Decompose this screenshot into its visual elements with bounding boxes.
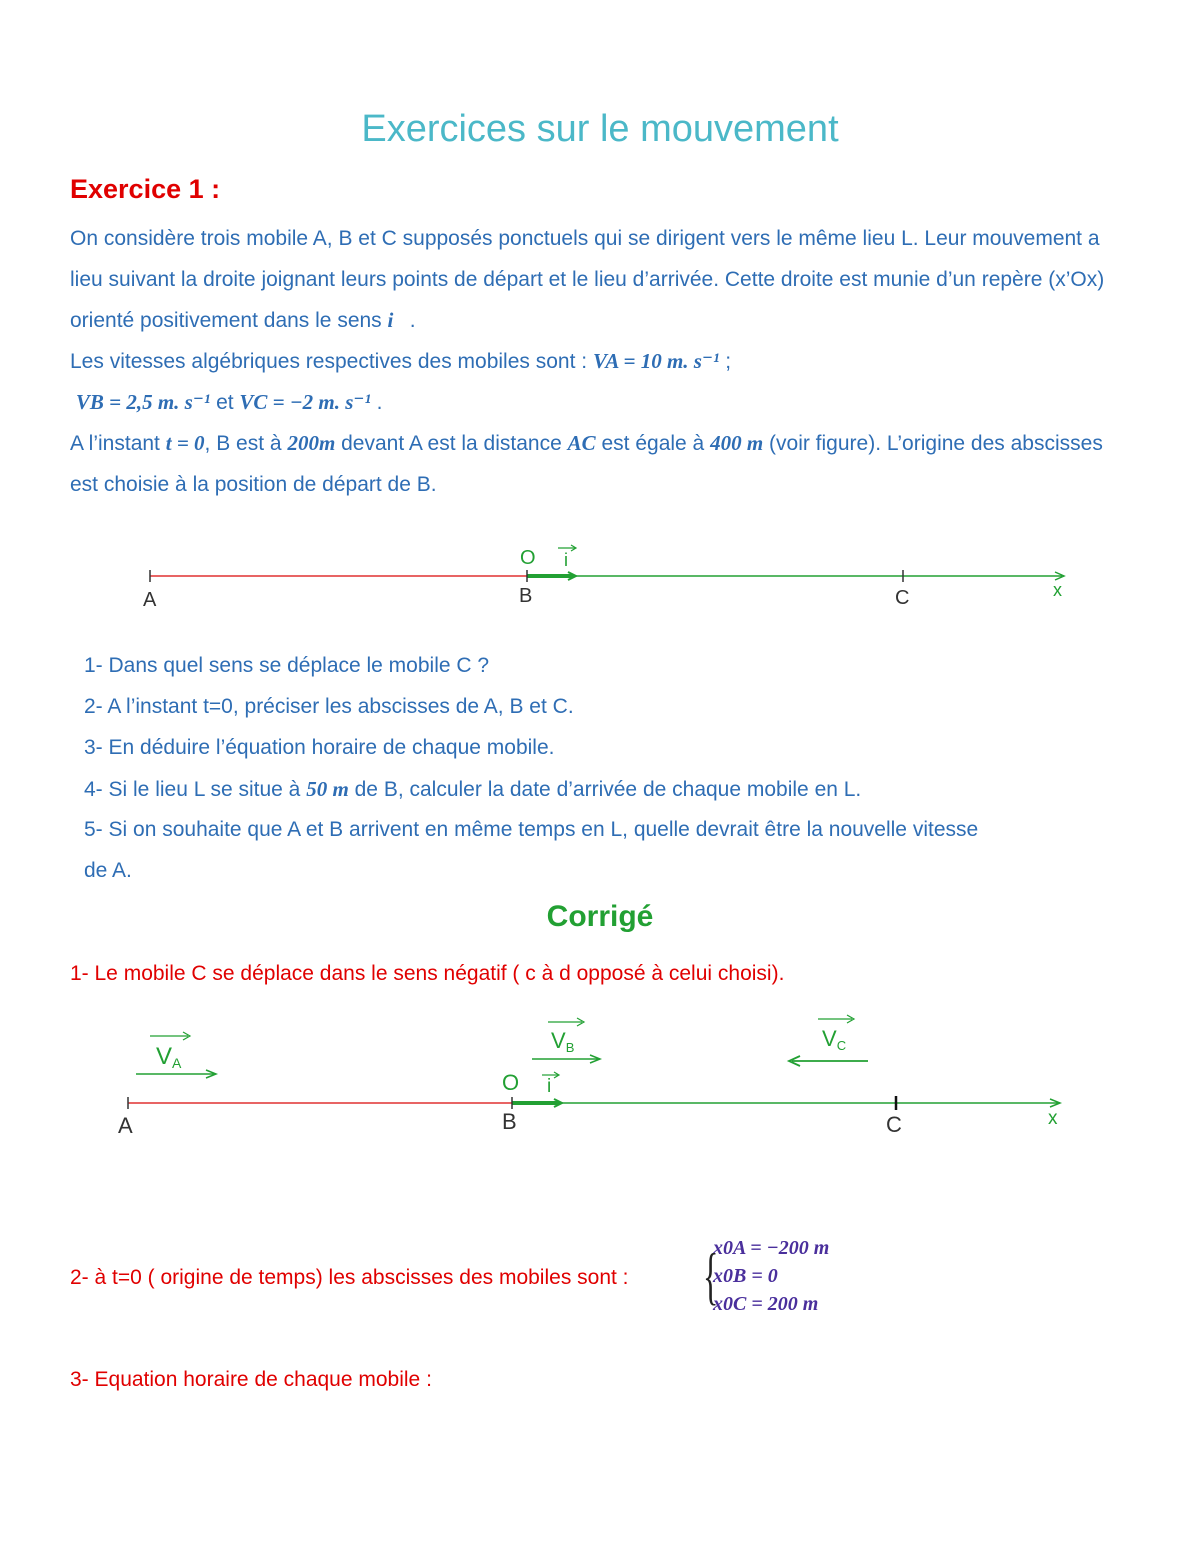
t-equation: t = 0	[165, 431, 205, 455]
label-i-2: i	[547, 1076, 552, 1097]
statement-p1: On considère trois mobile A, B et C supposés ponctuels qui se dirigent vers le même lieu L. Leur mouvement a lieu suivant la droite joignant leurs points de départ et le lieu d’arrivée. Cette droite est munie d’un repère (x’Ox) orienté positivement dans le sens	[70, 227, 1105, 332]
initial-abscissas-system	[703, 1234, 829, 1318]
label-b: B	[519, 585, 533, 607]
question-4-part-b: de B, calculer la date d’arrivée de chaque mobile en L.	[354, 778, 862, 801]
statement-p4e: (voir figure). L’origine des abscisses est choisie à la position de départ de B.	[70, 432, 1103, 496]
label-b-2: B	[502, 1109, 517, 1134]
figure-1-axis	[0, 530, 1200, 620]
label-va: VA	[156, 1043, 182, 1071]
label-x-2: x	[1048, 1108, 1058, 1129]
va-equation: VA = 10 m. s⁻¹	[592, 349, 720, 373]
unit-vector-i: i⃗	[387, 308, 410, 332]
label-c-2: C	[886, 1112, 902, 1137]
x0c-value: x0C = 200 m	[713, 1293, 819, 1315]
question-4-part-a: 4- Si le lieu L se situe à	[84, 778, 301, 801]
question-5-line-1: 5- Si on souhaite que A et B arrivent en même temps en L, quelle devrait être la nouvelle vitesse	[84, 818, 979, 841]
statement-p4b: , B est à	[204, 432, 282, 455]
statement-p4c: devant A est la distance	[341, 432, 562, 455]
statement-p4d: est égale à	[601, 432, 705, 455]
page-title: Exercices sur le mouvement	[361, 108, 839, 150]
label-o-2: O	[502, 1070, 520, 1095]
label-a: A	[143, 589, 157, 611]
statement-p3-end: .	[376, 391, 383, 414]
label-o: O	[520, 547, 536, 569]
answer-3: 3- Equation horaire de chaque mobile :	[70, 1368, 432, 1391]
brace-icon: {	[703, 1240, 719, 1311]
question-4	[84, 777, 861, 802]
question-5-line-2: de A.	[84, 859, 132, 882]
label-c: C	[895, 587, 910, 609]
exercise-heading: Exercice 1 :	[70, 174, 221, 204]
vc-equation: VC = −2 m. s⁻¹	[239, 390, 371, 414]
corrige-heading: Corrigé	[546, 900, 654, 933]
x0b-value: x0B = 0	[713, 1265, 778, 1287]
label-i: i	[564, 550, 568, 570]
distance-400m: 400 m	[710, 431, 764, 455]
label-x: x	[1053, 580, 1062, 600]
figure-2-axis	[0, 1010, 1200, 1140]
exercise-statement	[70, 218, 1130, 505]
vb-equation: VB = 2,5 m. s⁻¹	[75, 390, 211, 414]
label-a-2: A	[118, 1113, 133, 1138]
question-1: 1- Dans quel sens se déplace le mobile C ?	[84, 654, 490, 677]
statement-p3-and: et	[216, 391, 234, 414]
question-3: 3- En déduire l’équation horaire de chaque mobile.	[84, 736, 555, 759]
distance-200m: 200m	[287, 431, 336, 455]
statement-p2-sep: ;	[725, 350, 732, 373]
statement-p4a: A l’instant	[70, 432, 160, 455]
label-vc: VC	[822, 1026, 847, 1053]
statement-p1-end: .	[409, 309, 416, 332]
question-2: 2- A l’instant t=0, préciser les abscisses de A, B et C.	[84, 695, 574, 718]
segment-ac: AC	[567, 431, 596, 455]
label-vb: VB	[551, 1028, 575, 1055]
answer-1: 1- Le mobile C se déplace dans le sens négatif ( c à d opposé à celui choisi).	[70, 962, 785, 985]
x0a-value: x0A = −200 m	[713, 1237, 830, 1259]
answer-2: 2- à t=0 ( origine de temps) les abscisses des mobiles sont :	[70, 1266, 629, 1289]
statement-p2: Les vitesses algébriques respectives des mobiles sont :	[70, 350, 588, 373]
distance-50m: 50 m	[306, 777, 349, 801]
